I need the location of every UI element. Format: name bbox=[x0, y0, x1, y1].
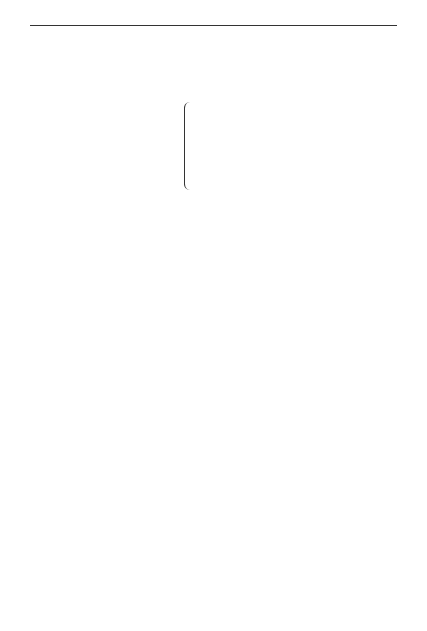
equation-row bbox=[197, 135, 367, 146]
text-line bbox=[30, 359, 397, 370]
text-line bbox=[30, 348, 397, 359]
text-line bbox=[30, 304, 397, 315]
text-line bbox=[30, 194, 397, 205]
text-bottom bbox=[30, 194, 397, 458]
text-line bbox=[30, 414, 397, 425]
equation-system bbox=[30, 102, 397, 190]
equation-row bbox=[197, 124, 367, 135]
text-line bbox=[30, 282, 397, 293]
text-line bbox=[30, 260, 397, 271]
text-line bbox=[30, 293, 397, 304]
equation-row bbox=[197, 179, 367, 190]
text-line bbox=[30, 436, 397, 447]
equation-brace bbox=[184, 102, 191, 190]
text-line bbox=[30, 271, 397, 282]
running-header bbox=[30, 12, 397, 26]
equation-row bbox=[197, 146, 367, 157]
equation-rows bbox=[197, 102, 367, 190]
text-line bbox=[30, 425, 397, 436]
text-top bbox=[30, 32, 397, 98]
text-line bbox=[30, 65, 397, 76]
text-line bbox=[30, 87, 397, 98]
text-line bbox=[30, 216, 397, 227]
text-line bbox=[30, 337, 397, 348]
equation-row bbox=[197, 113, 367, 124]
text-line bbox=[30, 32, 397, 43]
text-line bbox=[30, 205, 397, 216]
text-line bbox=[30, 54, 397, 65]
text-line bbox=[30, 392, 397, 403]
text-line bbox=[30, 249, 397, 260]
text-line bbox=[30, 227, 397, 238]
equation-row bbox=[197, 157, 367, 168]
text-line bbox=[30, 315, 397, 326]
text-line bbox=[30, 43, 397, 54]
text-line bbox=[30, 238, 397, 249]
text-line bbox=[30, 76, 397, 87]
text-line bbox=[30, 370, 397, 381]
text-line bbox=[30, 447, 397, 458]
text-line bbox=[30, 326, 397, 337]
equation-system-lead bbox=[30, 102, 184, 190]
equation-row bbox=[197, 168, 367, 179]
text-line bbox=[30, 381, 397, 392]
equation-row bbox=[197, 102, 367, 113]
text-line bbox=[30, 403, 397, 414]
equation-number bbox=[367, 102, 397, 190]
